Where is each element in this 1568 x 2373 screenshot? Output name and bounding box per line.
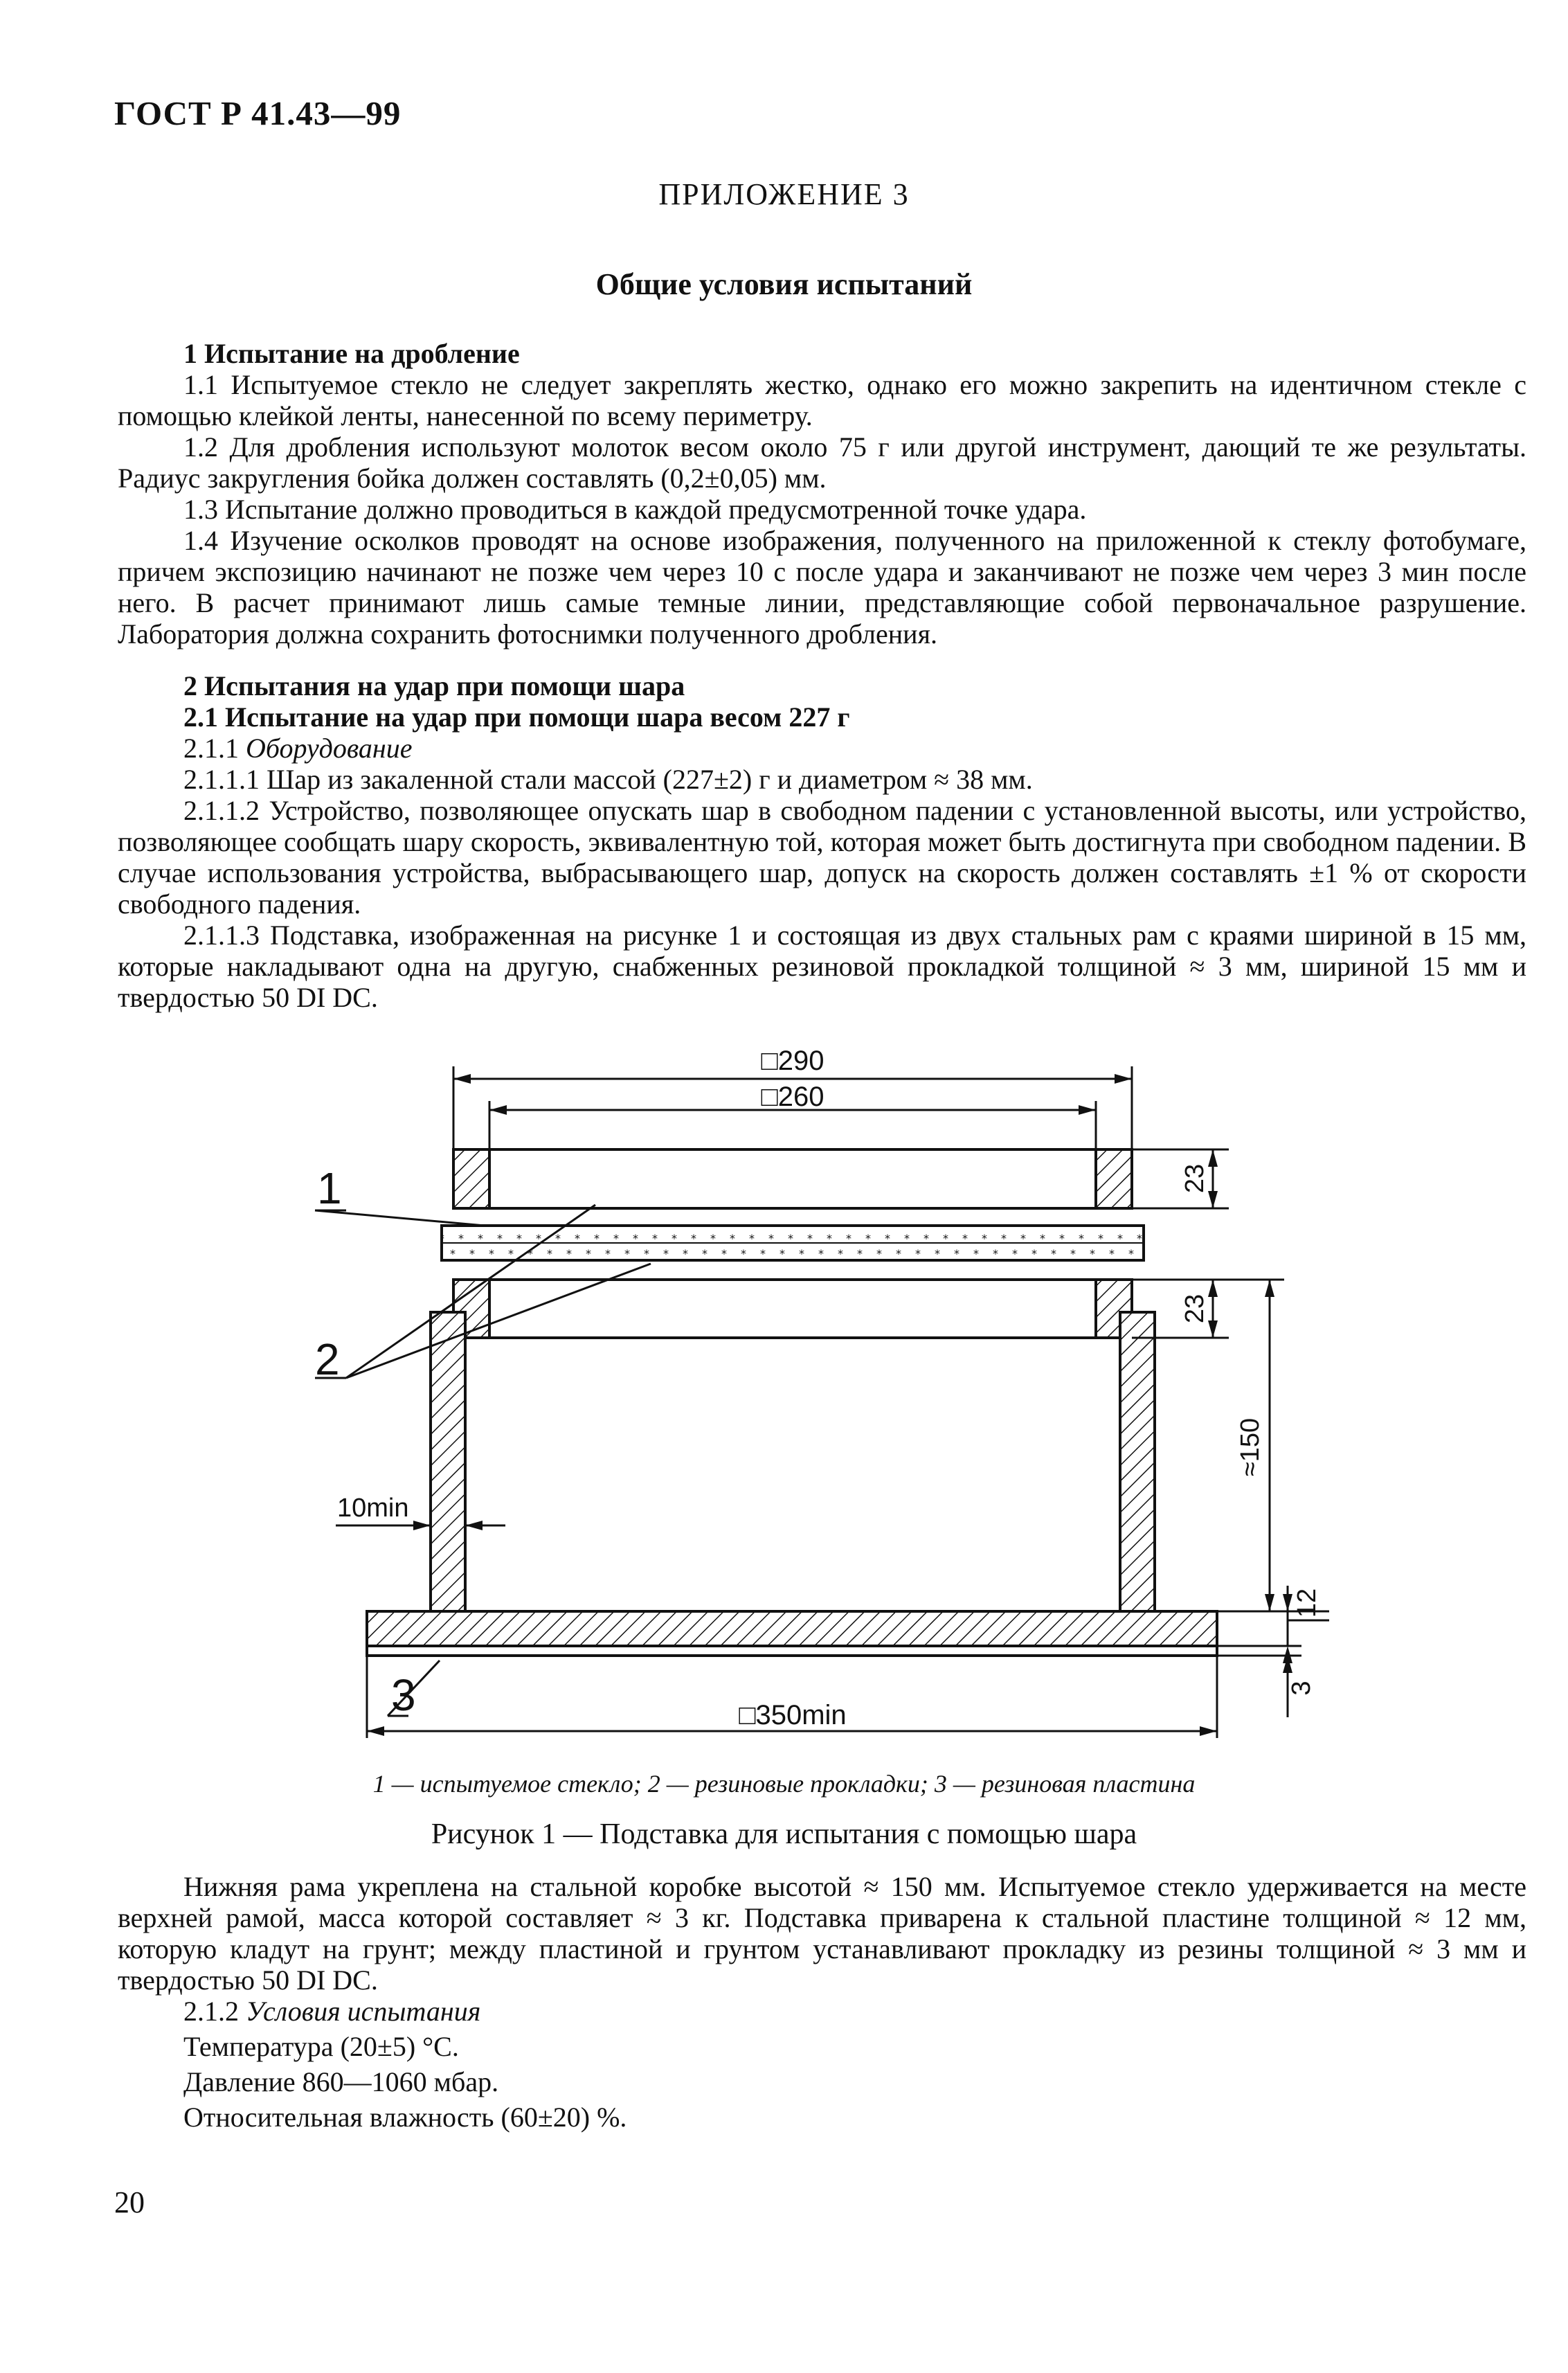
paragraph-2-1-1-3: 2.1.1.3 Подставка, изображенная на рисунке 1 и состоящая из двух стальных рам с краями шириной в 15 мм, которые накладывают одна на другую, снабженных резиновой прокладкой толщиной ≈ 3 мм, шириной 15 мм и твердостью 50 DI DC.: [118, 920, 1526, 1013]
figure-caption: Рисунок 1 — Подставка для испытания с помощью шара: [431, 1818, 1137, 1850]
section-2-heading: 2 Испытания на удар при помощи шара: [183, 670, 685, 701]
dim-3-label: 3: [1287, 1681, 1316, 1696]
page-number: 20: [114, 2185, 145, 2219]
base-plate: [367, 1611, 1217, 1656]
test-glass: [442, 1226, 1144, 1260]
dim-10min-label: 10min: [337, 1494, 409, 1523]
section-2-1-2-title: Условия испытания: [246, 1996, 481, 2027]
section-2-1-1-title: Оборудование: [246, 733, 413, 764]
dim-12-label: 12: [1292, 1588, 1322, 1618]
page-title: Общие условия испытаний: [595, 267, 973, 301]
section-2-1-1-number: 2.1.1: [183, 733, 239, 764]
dim-290-label: □290: [761, 1046, 824, 1076]
lower-frame: [453, 1280, 1132, 1338]
dim-350min-label: □350min: [739, 1700, 847, 1730]
condition-temperature: Температура (20±5) °С.: [183, 2031, 459, 2062]
dim-23-top-label: 23: [1180, 1163, 1209, 1194]
document-header: ГОСТ Р 41.43—99: [114, 94, 402, 132]
dim-150-label: ≈150: [1236, 1417, 1265, 1477]
section-2-1-heading: 2.1 Испытание на удар при помощи шара весом 227 г: [183, 701, 850, 733]
figure-legend: 1 — испытуемое стекло; 2 — резиновые прокладки; 3 — резиновая пластина: [372, 1770, 1196, 1798]
section-1-heading: 1 Испытание на дробление: [183, 338, 520, 369]
top-frame: [453, 1149, 1132, 1208]
steel-box: [431, 1312, 1155, 1611]
paragraph-1-3: 1.3 Испытание должно проводиться в каждой предусмотренной точке удара.: [183, 494, 1087, 525]
condition-pressure: Давление 860—1060 мбар.: [183, 2066, 499, 2097]
dim-23-bottom-label: 23: [1180, 1293, 1209, 1324]
paragraph-1-1: 1.1 Испытуемое стекло не следует закреплять жестко, однако его можно закрепить на идентичном стекле с помощью клейкой ленты, нанесенной по всему периметру.: [118, 369, 1526, 431]
callout-3: 3: [391, 1670, 416, 1720]
paragraph-1-4: 1.4 Изучение осколков проводят на основе изображения, полученного на приложенной к стеклу фотобумаге, причем экспозицию начинают не позже чем через 10 с после удара и заканчивают не позже чем через 3 мин после него. В расчет принимают лишь самые темные линии, представляющие собой первоначальное разрушение. Лаборатория должна сохранить фотоснимки полученного дробления.: [118, 525, 1526, 650]
callout-1: 1: [317, 1163, 342, 1213]
condition-humidity: Относительная влажность (60±20) %.: [183, 2102, 627, 2133]
paragraph-2-1-1-1: 2.1.1.1 Шар из закаленной стали массой (227±2) г и диаметром ≈ 38 мм.: [183, 764, 1033, 795]
paragraph-2-1-1-2: 2.1.1.2 Устройство, позволяющее опускать шар в свободном падении с установленной высоты, или устройство, позволяющее сообщать шару скорость, эквивалентную той, которая может быть достигнута при свободном падении. В случае использования устройства, выбрасывающего шар, допуск на скорость должен составлять ±1 % от скорости свободного падения.: [118, 795, 1526, 920]
appendix-label: ПРИЛОЖЕНИЕ 3: [658, 177, 910, 211]
after-figure-text: [118, 1871, 1526, 2133]
section-2-1-2-heading: [118, 1996, 1526, 2027]
paragraph-1-2: 1.2 Для дробления используют молоток весом около 75 г или другой инструмент, дающий те же результаты. Радиус закругления бойка должен составлять (0,2±0,05) мм.: [118, 431, 1526, 494]
dim-260-label: □260: [761, 1082, 824, 1112]
section-2-1-2-number: 2.1.2: [183, 1996, 239, 2027]
callout-2: 2: [315, 1334, 340, 1384]
paragraph-after-figure: Нижняя рама укреплена на стальной коробке высотой ≈ 150 мм. Испытуемое стекло удерживается на месте верхней рамой, масса которой составляет ≈ 3 кг. Подставка приварена к стальной пластине толщиной ≈ 12 мм, которую кладут на грунт; между пластиной и грунтом устанавливают прокладку из резины толщиной ≈ 3 мм и твердостью 50 DI DC.: [118, 1871, 1526, 1996]
